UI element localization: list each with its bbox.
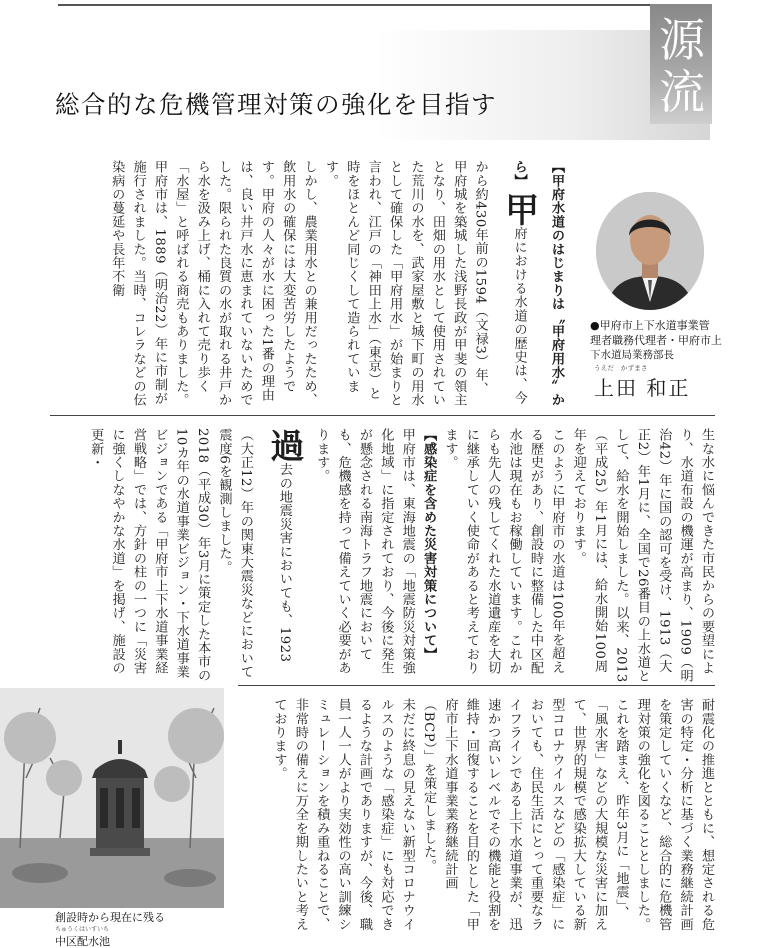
author-portrait: [596, 192, 704, 310]
portrait-illustration: [596, 192, 704, 310]
photo-caption-ruby: ちゅうくはいすいち: [55, 926, 110, 933]
section2-text: [47, 428, 717, 683]
section2-p2: このように甲府市の水道は100年を超える歴史があり、創設時に整備した中区配水池は現在もお稼働しています。これからも先人の残してくれた水道遺産を大切に継承していく使命があると考えております。: [442, 428, 565, 675]
author-caption-line3: 下水道局業務部長: [590, 349, 674, 361]
author-caption-line1: ●甲府市上下水道事業管: [590, 319, 710, 332]
author-name: 上田 和正: [594, 376, 691, 400]
divider-2: [238, 685, 715, 686]
section3-p3: 未だに終息の見えない新型コロナウイルスのような「感染症」にも対応できるような計画でありますが、今後、職員一人一人がより実効性の高い訓練シミュレーションを積み重ねることで、非常時の備えに万全を期したいと考えております。: [271, 698, 415, 931]
drop-cap-ko: 甲: [498, 192, 539, 227]
photo-caption: [55, 912, 165, 948]
top-rule: [58, 4, 708, 6]
section2-p5: 2018（平成30）年3月に策定した本市の10カ年の水道事業ビジョン・下水道事業ビジョンである「甲府市上下水道事業経営戦略」では、方針の柱の一つに「災害に強くしなやかな水道」を掲げ、施設の更新・: [88, 428, 211, 683]
reservoir-illustration: [0, 688, 224, 908]
section1-p3: 甲府市は、1889（明治22）年に市制が施行されました。当時、コレラなどの伝染病の蔓延や長年不衛: [109, 160, 167, 407]
photo-caption-line1: 創設時から現在に残る: [55, 911, 165, 924]
author-caption: [590, 318, 740, 363]
section3-p2: これを踏まえ、昨年3月に「地震」、「風水害」などの大規模な災害に加えて、世界的規模で感染拡大している新型コロナウイルスなどの「感染症」においても、住民生活にとって重要なライフラインである上下水道事業が、迅速かつ高いレベルでその機能と役割を維持・回復することを目的とした「甲府市上下水道事業業務継続計画（BCP）」を策定しました。: [421, 698, 629, 931]
section2-p4: 去の地震災害においても、1923（大正12）年の関東大震災などにおいて震度6を観測しました。: [216, 428, 292, 679]
section2-p3: 甲府市は、東海地震の「地震防災対策強化地域」に指定されており、今後に発生が懸念される南海トラフ地震においても、危機感を持って備えていく必要があります。: [314, 428, 415, 675]
section1-text: [52, 160, 567, 408]
series-label: 源流: [659, 13, 705, 119]
section2-heading: 【感染症を含めた災害対策について】: [421, 428, 437, 661]
divider-1: [50, 415, 715, 416]
title-band: [40, 30, 710, 140]
section2-p1: 生な水に悩んできた市民からの要望により、水道布設の機運が高まり、1909（明治42）年に国の認可を受け、1913（大正2）年1月に、全国で26番目の上水道として、給水を開始しました。以来、2013（平成25）年1月には、給水開始100周年を迎えております。: [570, 428, 714, 683]
headline: 総合的な危機管理対策の強化を目指す: [55, 90, 497, 119]
drop-cap-ka: 過: [263, 428, 304, 463]
section3-text: [242, 698, 717, 938]
reservoir-photo: [0, 688, 224, 908]
author-name-ruby: うえだ かずまさ: [594, 364, 648, 372]
section1-p2: しかし、農業用水との兼用だったため、飲用水の確保には大変苦労したようです。甲府の人々が水に困った1番の理由は、良い井戸水に恵まれていないためでした。限られた良質の水が取れる井戸から水を汲み上げ、桶に入れて売り歩く「水屋」と呼ばれる商売もありました。: [173, 160, 317, 407]
section3-p1: 耐震化の推進とともに、想定される危害の特定・分析に基づく業務継続計画を策定していくなど、総合的に危機管理対策の強化を図ることとしました。: [634, 698, 714, 931]
photo-caption-line2: 中区配水池: [55, 935, 110, 948]
section1-heading: 【甲府水道のはじまりは〝甲府用水〟から】: [511, 160, 564, 407]
section1-lead: 府における水道の歴史は、今から約430年前の1594（文禄3）年、甲府城を築城した浅野長政が甲斐の領主となり、田畑の用水として使用されていた荒川の水を、武家屋敷と城下町の用水として確保した「甲府用水」が始まりと言われ、江戸の「神田上水」（東京）と時をほとんど同じくして造られています。: [322, 160, 527, 407]
author-caption-line2: 理者職務代理者・甲府市上: [590, 334, 722, 347]
